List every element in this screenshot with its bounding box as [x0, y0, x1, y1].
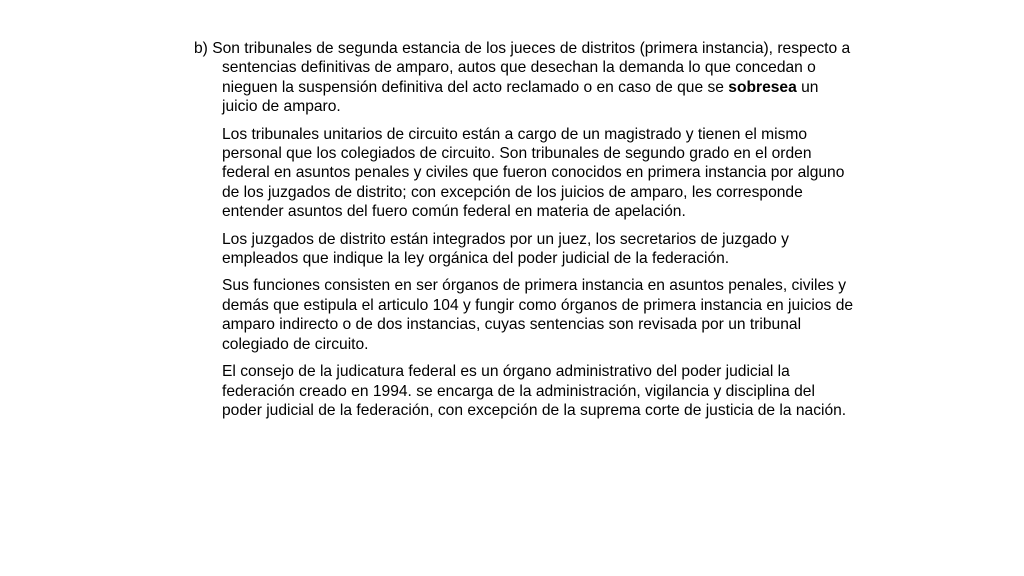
bold-term-sobresea: sobresea	[728, 78, 797, 96]
paragraph-consejo-judicatura: El consejo de la judicatura federal es un órgano administrativo del poder judicial la federación creado en 1994. se encarga de la administración, vigilancia y disciplina del poder judicial de la federación, con excepción de la suprema corte de justicia de la nación.	[222, 363, 847, 419]
paragraph-b	[194, 39, 854, 117]
paragraph-funciones: Sus funciones consisten en ser órganos de primera instancia en asuntos penales, civiles y demás que estipula el articulo 104 y fungir como órganos de primera instancia en juicios de amparo indirecto o de dos instancias, cuyas sentencias son revisada por un tribunal colegiado de circuito.	[222, 277, 854, 353]
paragraph-b-end: un juicio de amparo.	[222, 78, 819, 116]
paragraph-b-text: b) Son tribunales de segunda estancia de los jueces de distritos (primera instancia), respecto a sentencias definitivas de amparo, autos que desechan la demanda lo que concedan o nieguen la suspensión definitiva del acto reclamado o en caso de que se	[194, 40, 851, 96]
text-block	[194, 39, 854, 428]
paragraph-tribunales-unitarios: Los tribunales unitarios de circuito están a cargo de un magistrado y tienen el mismo personal que los colegiados de circuito. Son tribunales de segundo grado en el orden federal en asuntos penales y civiles que fueron conocidos en primera instancia por alguno de los juzgados de distrito; con excepción de los juicios de amparo, les corresponde entender asuntos del fuero común federal en materia de apelación.	[222, 125, 845, 221]
paragraph-juzgados-distrito: Los juzgados de distrito están integrados por un juez, los secretarios de juzgado y empleados que indique la ley orgánica del poder judicial de la federación.	[222, 230, 789, 268]
